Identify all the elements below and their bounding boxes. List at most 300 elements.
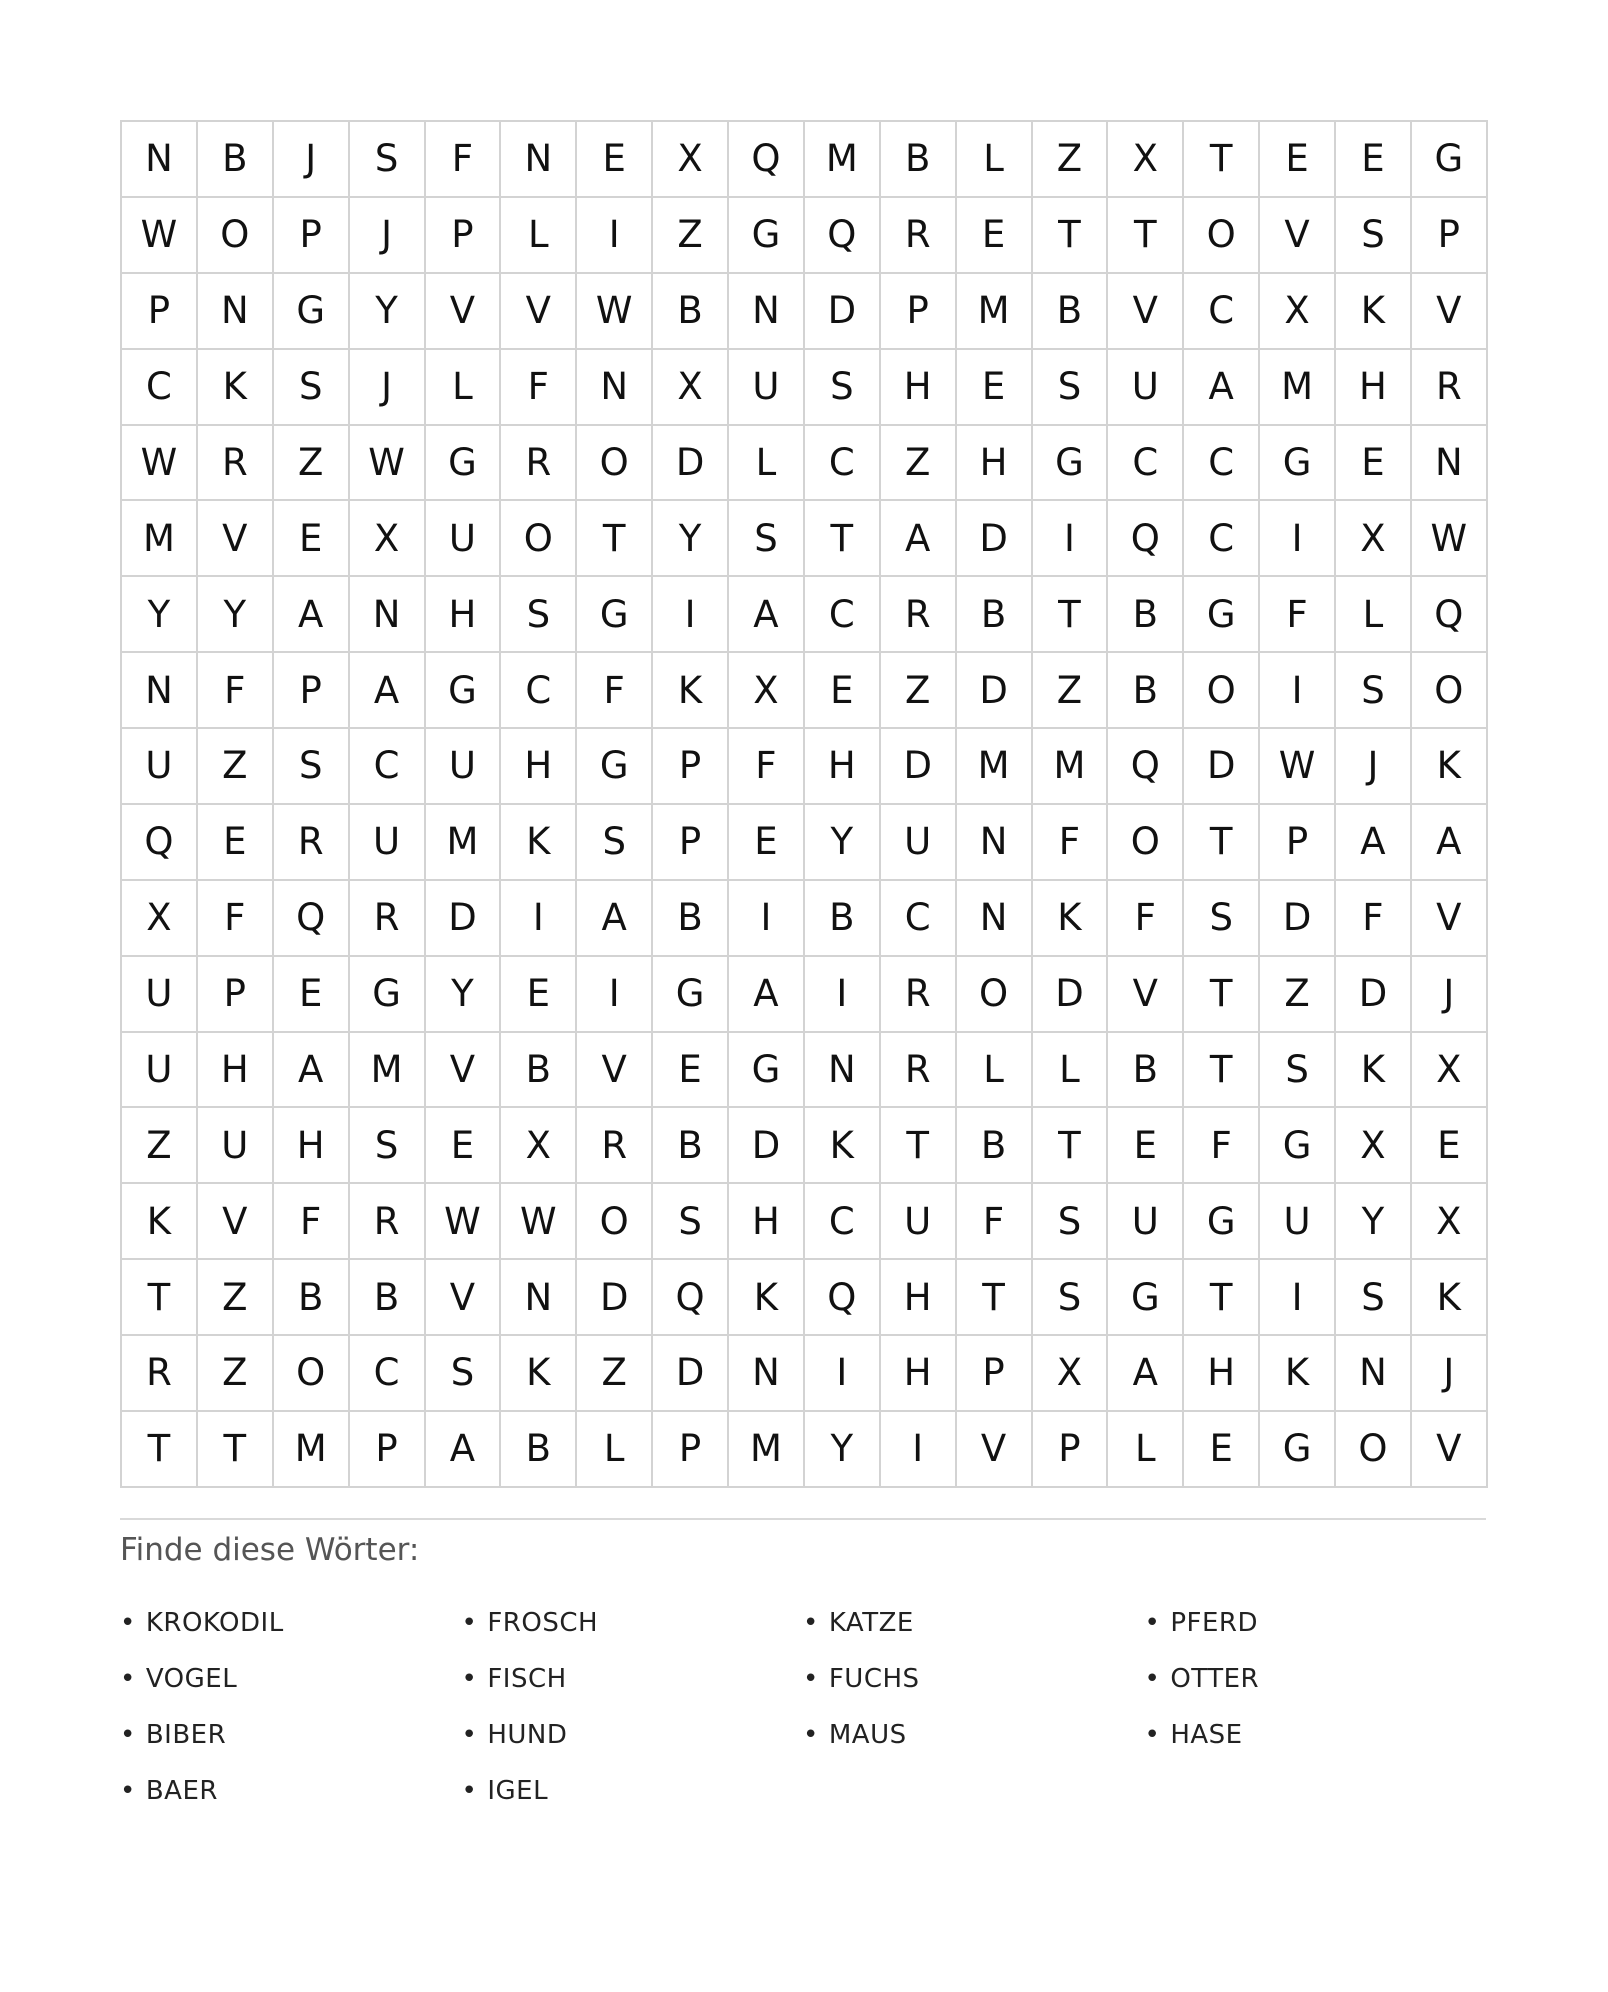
grid-cell[interactable]: E [805, 653, 881, 729]
grid-cell[interactable]: U [729, 350, 805, 426]
grid-cell[interactable]: A [1184, 350, 1260, 426]
grid-cell[interactable]: U [1108, 1184, 1184, 1260]
grid-cell[interactable]: W [501, 1184, 577, 1260]
grid-cell[interactable]: X [1412, 1184, 1488, 1260]
grid-cell[interactable]: G [729, 198, 805, 274]
grid-cell[interactable]: V [1412, 274, 1488, 350]
grid-cell[interactable]: T [1184, 122, 1260, 198]
grid-cell[interactable]: E [1108, 1108, 1184, 1184]
grid-cell[interactable]: C [350, 729, 426, 805]
grid-cell[interactable]: T [577, 501, 653, 577]
grid-cell[interactable]: N [122, 122, 198, 198]
grid-cell[interactable]: A [577, 881, 653, 957]
grid-cell[interactable]: F [198, 881, 274, 957]
grid-cell[interactable]: F [1260, 577, 1336, 653]
grid-cell[interactable]: K [501, 1336, 577, 1412]
grid-cell[interactable]: G [1260, 1412, 1336, 1488]
grid-cell[interactable]: N [577, 350, 653, 426]
grid-cell[interactable]: P [1033, 1412, 1109, 1488]
grid-cell[interactable]: I [1260, 653, 1336, 729]
grid-cell[interactable]: S [1033, 1184, 1109, 1260]
grid-cell[interactable]: K [1412, 729, 1488, 805]
grid-cell[interactable]: A [881, 501, 957, 577]
grid-cell[interactable]: V [577, 1033, 653, 1109]
grid-cell[interactable]: F [1184, 1108, 1260, 1184]
grid-cell[interactable]: S [350, 122, 426, 198]
grid-cell[interactable]: H [881, 1336, 957, 1412]
grid-cell[interactable]: R [198, 426, 274, 502]
grid-cell[interactable]: L [501, 198, 577, 274]
grid-cell[interactable]: H [198, 1033, 274, 1109]
grid-cell[interactable]: T [122, 1412, 198, 1488]
grid-cell[interactable]: F [577, 653, 653, 729]
grid-cell[interactable]: Z [653, 198, 729, 274]
grid-cell[interactable]: Q [1108, 729, 1184, 805]
grid-cell[interactable]: M [957, 729, 1033, 805]
grid-cell[interactable]: Z [1033, 653, 1109, 729]
grid-cell[interactable]: G [1184, 577, 1260, 653]
grid-cell[interactable]: E [426, 1108, 502, 1184]
grid-cell[interactable]: E [1412, 1108, 1488, 1184]
grid-cell[interactable]: N [350, 577, 426, 653]
grid-cell[interactable]: W [122, 426, 198, 502]
grid-cell[interactable]: F [1033, 805, 1109, 881]
grid-cell[interactable]: G [1412, 122, 1488, 198]
grid-cell[interactable]: N [805, 1033, 881, 1109]
grid-cell[interactable]: E [1336, 426, 1412, 502]
grid-cell[interactable]: F [957, 1184, 1033, 1260]
grid-cell[interactable]: E [1260, 122, 1336, 198]
grid-cell[interactable]: P [957, 1336, 1033, 1412]
grid-cell[interactable]: C [805, 577, 881, 653]
grid-cell[interactable]: B [1033, 274, 1109, 350]
grid-cell[interactable]: G [1260, 1108, 1336, 1184]
grid-cell[interactable]: M [274, 1412, 350, 1488]
grid-cell[interactable]: H [1184, 1336, 1260, 1412]
grid-cell[interactable]: Q [122, 805, 198, 881]
grid-cell[interactable]: G [729, 1033, 805, 1109]
grid-cell[interactable]: K [122, 1184, 198, 1260]
grid-cell[interactable]: T [1033, 198, 1109, 274]
grid-cell[interactable]: O [1336, 1412, 1412, 1488]
grid-cell[interactable]: O [577, 1184, 653, 1260]
grid-cell[interactable]: W [1260, 729, 1336, 805]
grid-cell[interactable]: S [1033, 350, 1109, 426]
grid-cell[interactable]: B [274, 1260, 350, 1336]
grid-cell[interactable]: M [122, 501, 198, 577]
grid-cell[interactable]: H [274, 1108, 350, 1184]
grid-cell[interactable]: N [729, 274, 805, 350]
grid-cell[interactable]: D [805, 274, 881, 350]
grid-cell[interactable]: U [1260, 1184, 1336, 1260]
grid-cell[interactable]: D [957, 653, 1033, 729]
grid-cell[interactable]: I [577, 957, 653, 1033]
grid-cell[interactable]: O [957, 957, 1033, 1033]
grid-cell[interactable]: H [805, 729, 881, 805]
grid-cell[interactable]: Z [198, 729, 274, 805]
grid-cell[interactable]: T [1033, 1108, 1109, 1184]
grid-cell[interactable]: V [957, 1412, 1033, 1488]
grid-cell[interactable]: O [1108, 805, 1184, 881]
grid-cell[interactable]: D [426, 881, 502, 957]
grid-cell[interactable]: B [350, 1260, 426, 1336]
grid-cell[interactable]: V [1108, 957, 1184, 1033]
grid-cell[interactable]: S [1336, 198, 1412, 274]
grid-cell[interactable]: C [805, 1184, 881, 1260]
grid-cell[interactable]: T [1184, 957, 1260, 1033]
grid-cell[interactable]: B [501, 1033, 577, 1109]
grid-cell[interactable]: V [426, 1260, 502, 1336]
grid-cell[interactable]: F [1336, 881, 1412, 957]
grid-cell[interactable]: E [1336, 122, 1412, 198]
grid-cell[interactable]: U [881, 805, 957, 881]
grid-cell[interactable]: A [1336, 805, 1412, 881]
grid-cell[interactable]: O [1184, 653, 1260, 729]
grid-cell[interactable]: T [1184, 1260, 1260, 1336]
grid-cell[interactable]: U [426, 501, 502, 577]
grid-cell[interactable]: Y [653, 501, 729, 577]
grid-cell[interactable]: K [1260, 1336, 1336, 1412]
grid-cell[interactable]: Q [729, 122, 805, 198]
grid-cell[interactable]: S [274, 350, 350, 426]
grid-cell[interactable]: D [653, 426, 729, 502]
grid-cell[interactable]: Q [1412, 577, 1488, 653]
grid-cell[interactable]: E [198, 805, 274, 881]
grid-cell[interactable]: N [198, 274, 274, 350]
grid-cell[interactable]: I [729, 881, 805, 957]
grid-cell[interactable]: C [805, 426, 881, 502]
grid-cell[interactable]: M [805, 122, 881, 198]
grid-cell[interactable]: A [426, 1412, 502, 1488]
grid-cell[interactable]: N [501, 122, 577, 198]
grid-cell[interactable]: M [350, 1033, 426, 1109]
grid-cell[interactable]: P [198, 957, 274, 1033]
grid-cell[interactable]: N [729, 1336, 805, 1412]
grid-cell[interactable]: F [274, 1184, 350, 1260]
grid-cell[interactable]: K [729, 1260, 805, 1336]
grid-cell[interactable]: H [1336, 350, 1412, 426]
grid-cell[interactable]: B [653, 274, 729, 350]
grid-cell[interactable]: I [805, 1336, 881, 1412]
grid-cell[interactable]: I [1260, 1260, 1336, 1336]
grid-cell[interactable]: I [1260, 501, 1336, 577]
grid-cell[interactable]: Q [653, 1260, 729, 1336]
grid-cell[interactable]: V [198, 501, 274, 577]
grid-cell[interactable]: D [577, 1260, 653, 1336]
grid-cell[interactable]: O [1184, 198, 1260, 274]
grid-cell[interactable]: M [1033, 729, 1109, 805]
grid-cell[interactable]: A [274, 577, 350, 653]
grid-cell[interactable]: X [1412, 1033, 1488, 1109]
grid-cell[interactable]: S [350, 1108, 426, 1184]
grid-cell[interactable]: G [577, 577, 653, 653]
grid-cell[interactable]: T [1184, 805, 1260, 881]
grid-cell[interactable]: F [198, 653, 274, 729]
grid-cell[interactable]: O [198, 198, 274, 274]
grid-cell[interactable]: X [653, 122, 729, 198]
grid-cell[interactable]: U [881, 1184, 957, 1260]
grid-cell[interactable]: J [1336, 729, 1412, 805]
grid-cell[interactable]: V [426, 274, 502, 350]
grid-cell[interactable]: N [501, 1260, 577, 1336]
grid-cell[interactable]: L [426, 350, 502, 426]
grid-cell[interactable]: C [1108, 426, 1184, 502]
grid-cell[interactable]: P [426, 198, 502, 274]
grid-cell[interactable]: R [122, 1336, 198, 1412]
grid-cell[interactable]: X [350, 501, 426, 577]
grid-cell[interactable]: Z [577, 1336, 653, 1412]
grid-cell[interactable]: J [1412, 957, 1488, 1033]
grid-cell[interactable]: B [653, 1108, 729, 1184]
grid-cell[interactable]: H [881, 1260, 957, 1336]
grid-cell[interactable]: C [501, 653, 577, 729]
grid-cell[interactable]: Z [198, 1260, 274, 1336]
grid-cell[interactable]: B [501, 1412, 577, 1488]
grid-cell[interactable]: D [1336, 957, 1412, 1033]
grid-cell[interactable]: N [957, 805, 1033, 881]
grid-cell[interactable]: C [1184, 426, 1260, 502]
grid-cell[interactable]: J [350, 350, 426, 426]
grid-cell[interactable]: Y [350, 274, 426, 350]
grid-cell[interactable]: O [577, 426, 653, 502]
grid-cell[interactable]: F [729, 729, 805, 805]
grid-cell[interactable]: G [1108, 1260, 1184, 1336]
grid-cell[interactable]: R [881, 1033, 957, 1109]
grid-cell[interactable]: O [274, 1336, 350, 1412]
grid-cell[interactable]: X [1033, 1336, 1109, 1412]
grid-cell[interactable]: K [653, 653, 729, 729]
grid-cell[interactable]: J [274, 122, 350, 198]
grid-cell[interactable]: B [805, 881, 881, 957]
grid-cell[interactable]: A [729, 577, 805, 653]
grid-cell[interactable]: T [805, 501, 881, 577]
grid-cell[interactable]: F [426, 122, 502, 198]
grid-cell[interactable]: S [1033, 1260, 1109, 1336]
grid-cell[interactable]: T [1184, 1033, 1260, 1109]
grid-cell[interactable]: T [881, 1108, 957, 1184]
grid-cell[interactable]: T [1108, 198, 1184, 274]
grid-cell[interactable]: P [1260, 805, 1336, 881]
grid-cell[interactable]: E [274, 501, 350, 577]
grid-cell[interactable]: V [1260, 198, 1336, 274]
grid-cell[interactable]: K [1336, 1033, 1412, 1109]
grid-cell[interactable]: E [274, 957, 350, 1033]
grid-cell[interactable]: Y [426, 957, 502, 1033]
grid-cell[interactable]: B [1108, 577, 1184, 653]
grid-cell[interactable]: U [122, 1033, 198, 1109]
grid-cell[interactable]: D [653, 1336, 729, 1412]
grid-cell[interactable]: P [122, 274, 198, 350]
grid-cell[interactable]: G [577, 729, 653, 805]
grid-cell[interactable]: P [653, 805, 729, 881]
grid-cell[interactable]: K [1336, 274, 1412, 350]
grid-cell[interactable]: T [1033, 577, 1109, 653]
grid-cell[interactable]: E [957, 350, 1033, 426]
grid-cell[interactable]: H [957, 426, 1033, 502]
grid-cell[interactable]: S [805, 350, 881, 426]
grid-cell[interactable]: K [1033, 881, 1109, 957]
grid-cell[interactable]: P [653, 729, 729, 805]
grid-cell[interactable]: W [426, 1184, 502, 1260]
grid-cell[interactable]: S [1184, 881, 1260, 957]
grid-cell[interactable]: S [1336, 653, 1412, 729]
grid-cell[interactable]: E [729, 805, 805, 881]
grid-cell[interactable]: W [122, 198, 198, 274]
grid-cell[interactable]: W [577, 274, 653, 350]
grid-cell[interactable]: Z [881, 426, 957, 502]
grid-cell[interactable]: U [198, 1108, 274, 1184]
grid-cell[interactable]: V [1108, 274, 1184, 350]
grid-cell[interactable]: F [501, 350, 577, 426]
grid-cell[interactable]: D [1033, 957, 1109, 1033]
grid-cell[interactable]: P [274, 198, 350, 274]
grid-cell[interactable]: X [122, 881, 198, 957]
grid-cell[interactable]: G [350, 957, 426, 1033]
grid-cell[interactable]: B [198, 122, 274, 198]
grid-cell[interactable]: Z [274, 426, 350, 502]
grid-cell[interactable]: S [274, 729, 350, 805]
grid-cell[interactable]: B [957, 1108, 1033, 1184]
grid-cell[interactable]: L [1336, 577, 1412, 653]
grid-cell[interactable]: G [1260, 426, 1336, 502]
grid-cell[interactable]: L [577, 1412, 653, 1488]
grid-cell[interactable]: I [577, 198, 653, 274]
grid-cell[interactable]: Z [881, 653, 957, 729]
grid-cell[interactable]: R [577, 1108, 653, 1184]
grid-cell[interactable]: J [350, 198, 426, 274]
grid-cell[interactable]: T [957, 1260, 1033, 1336]
grid-cell[interactable]: B [881, 122, 957, 198]
grid-cell[interactable]: E [501, 957, 577, 1033]
grid-cell[interactable]: G [1184, 1184, 1260, 1260]
grid-cell[interactable]: R [274, 805, 350, 881]
grid-cell[interactable]: P [881, 274, 957, 350]
grid-cell[interactable]: U [426, 729, 502, 805]
grid-cell[interactable]: C [1184, 274, 1260, 350]
grid-cell[interactable]: V [198, 1184, 274, 1260]
grid-cell[interactable]: S [577, 805, 653, 881]
grid-cell[interactable]: Q [274, 881, 350, 957]
grid-cell[interactable]: X [1336, 1108, 1412, 1184]
grid-cell[interactable]: F [1108, 881, 1184, 957]
grid-cell[interactable]: I [881, 1412, 957, 1488]
grid-cell[interactable]: B [1108, 653, 1184, 729]
grid-cell[interactable]: I [1033, 501, 1109, 577]
grid-cell[interactable]: A [274, 1033, 350, 1109]
grid-cell[interactable]: D [729, 1108, 805, 1184]
grid-cell[interactable]: M [729, 1412, 805, 1488]
grid-cell[interactable]: H [501, 729, 577, 805]
grid-cell[interactable]: Y [1336, 1184, 1412, 1260]
grid-cell[interactable]: P [1412, 198, 1488, 274]
grid-cell[interactable]: B [653, 881, 729, 957]
grid-cell[interactable]: Q [805, 1260, 881, 1336]
grid-cell[interactable]: E [1184, 1412, 1260, 1488]
grid-cell[interactable]: A [350, 653, 426, 729]
grid-cell[interactable]: Q [1108, 501, 1184, 577]
grid-cell[interactable]: U [350, 805, 426, 881]
grid-cell[interactable]: C [122, 350, 198, 426]
grid-cell[interactable]: C [881, 881, 957, 957]
grid-cell[interactable]: C [350, 1336, 426, 1412]
grid-cell[interactable]: T [198, 1412, 274, 1488]
grid-cell[interactable]: B [1108, 1033, 1184, 1109]
grid-cell[interactable]: G [274, 274, 350, 350]
grid-cell[interactable]: A [1108, 1336, 1184, 1412]
grid-cell[interactable]: K [198, 350, 274, 426]
grid-cell[interactable]: D [1184, 729, 1260, 805]
grid-cell[interactable]: U [1108, 350, 1184, 426]
grid-cell[interactable]: K [501, 805, 577, 881]
grid-cell[interactable]: H [426, 577, 502, 653]
grid-cell[interactable]: N [1336, 1336, 1412, 1412]
grid-cell[interactable]: I [805, 957, 881, 1033]
grid-cell[interactable]: L [957, 122, 1033, 198]
grid-cell[interactable]: X [501, 1108, 577, 1184]
grid-cell[interactable]: T [122, 1260, 198, 1336]
grid-cell[interactable]: L [729, 426, 805, 502]
grid-cell[interactable]: Z [198, 1336, 274, 1412]
grid-cell[interactable]: W [1412, 501, 1488, 577]
grid-cell[interactable]: O [501, 501, 577, 577]
grid-cell[interactable]: H [729, 1184, 805, 1260]
grid-cell[interactable]: R [350, 881, 426, 957]
grid-cell[interactable]: S [729, 501, 805, 577]
grid-cell[interactable]: X [1108, 122, 1184, 198]
grid-cell[interactable]: S [501, 577, 577, 653]
grid-cell[interactable]: R [881, 957, 957, 1033]
grid-cell[interactable]: H [881, 350, 957, 426]
grid-cell[interactable]: L [1108, 1412, 1184, 1488]
grid-cell[interactable]: G [426, 426, 502, 502]
grid-cell[interactable]: E [957, 198, 1033, 274]
grid-cell[interactable]: G [1033, 426, 1109, 502]
grid-cell[interactable]: R [501, 426, 577, 502]
grid-cell[interactable]: S [426, 1336, 502, 1412]
grid-cell[interactable]: O [1412, 653, 1488, 729]
grid-cell[interactable]: P [350, 1412, 426, 1488]
grid-cell[interactable]: U [122, 729, 198, 805]
grid-cell[interactable]: S [1336, 1260, 1412, 1336]
grid-cell[interactable]: N [122, 653, 198, 729]
grid-cell[interactable]: I [653, 577, 729, 653]
grid-cell[interactable]: Z [1033, 122, 1109, 198]
grid-cell[interactable]: Z [122, 1108, 198, 1184]
grid-cell[interactable]: Y [198, 577, 274, 653]
grid-cell[interactable]: M [1260, 350, 1336, 426]
grid-cell[interactable]: J [1412, 1336, 1488, 1412]
grid-cell[interactable]: D [957, 501, 1033, 577]
grid-cell[interactable]: P [653, 1412, 729, 1488]
grid-cell[interactable]: Y [805, 805, 881, 881]
grid-cell[interactable]: X [653, 350, 729, 426]
grid-cell[interactable]: M [957, 274, 1033, 350]
grid-cell[interactable]: R [881, 577, 957, 653]
grid-cell[interactable]: M [426, 805, 502, 881]
grid-cell[interactable]: L [957, 1033, 1033, 1109]
grid-cell[interactable]: G [426, 653, 502, 729]
grid-cell[interactable]: V [1412, 881, 1488, 957]
grid-cell[interactable]: G [653, 957, 729, 1033]
grid-cell[interactable]: R [350, 1184, 426, 1260]
grid-cell[interactable]: D [881, 729, 957, 805]
grid-cell[interactable]: K [805, 1108, 881, 1184]
grid-cell[interactable]: A [1412, 805, 1488, 881]
grid-cell[interactable]: C [1184, 501, 1260, 577]
grid-cell[interactable]: V [501, 274, 577, 350]
grid-cell[interactable]: V [1412, 1412, 1488, 1488]
grid-cell[interactable]: X [1336, 501, 1412, 577]
